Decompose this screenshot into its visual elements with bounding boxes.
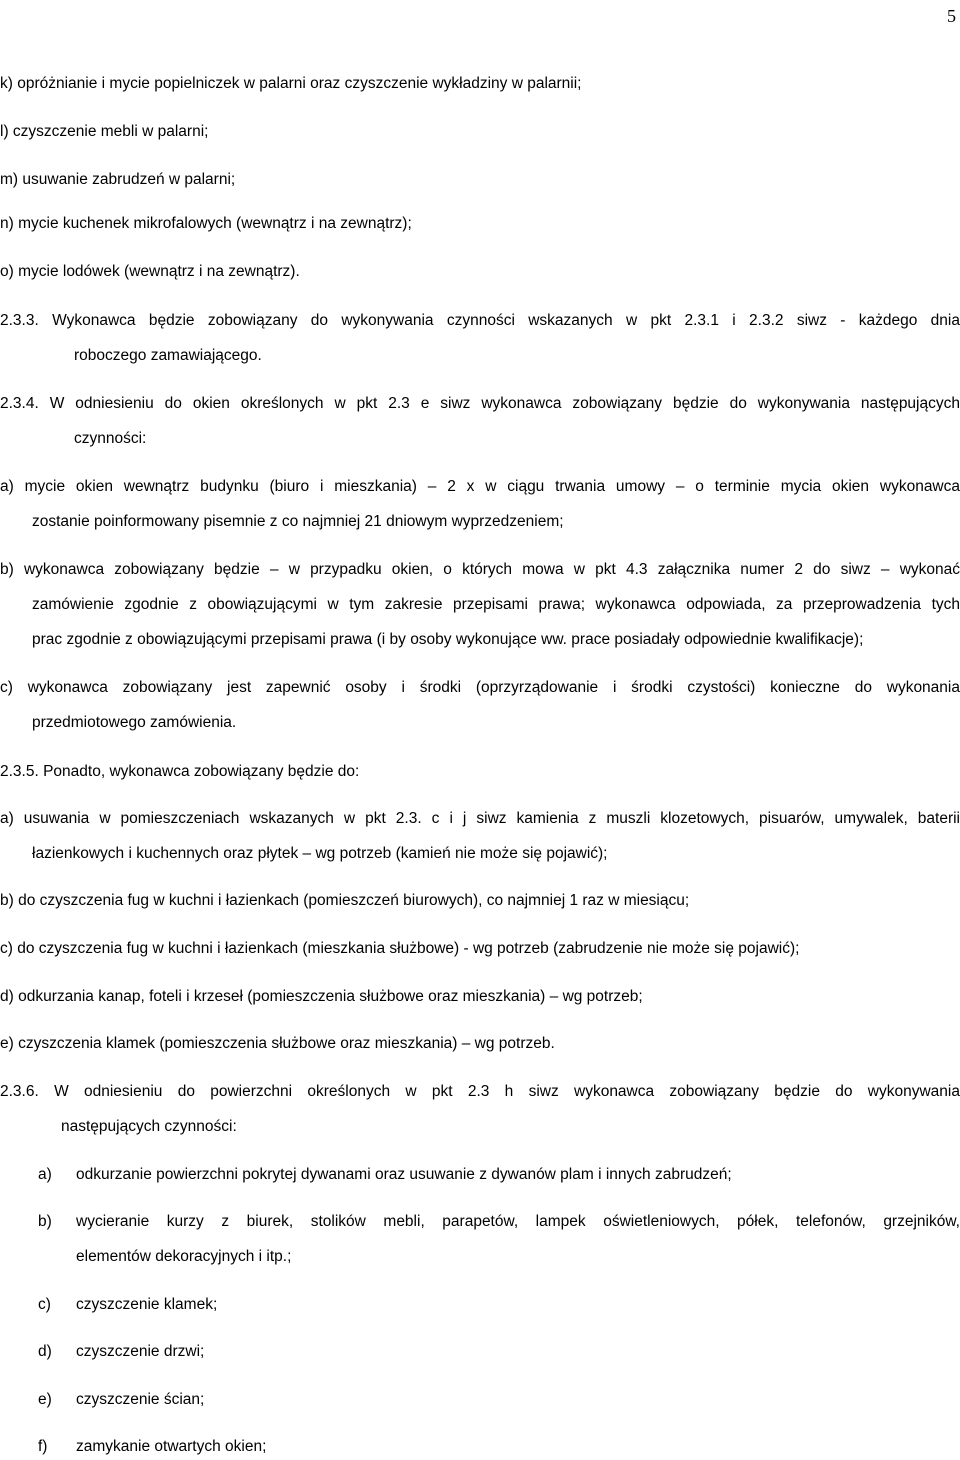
section-2-3-5-a-line1: a) usuwania w pomieszczeniach wskazanych w pkt 2.3. c i j siwz kamienia z muszli klozetowych, pisuarów, umywalek, baterii [0,810,960,827]
list-item-m: m) usuwanie zabrudzeń w palarni; [0,171,236,188]
section-2-3-4-b-line1: b) wykonawca zobowiązany będzie – w przypadku okien, o których mowa w pkt 4.3 załącznika numer 2 do siwz – wykonać [0,561,960,578]
section-2-3-3-line1: 2.3.3. Wykonawca będzie zobowiązany do wykonywania czynności wskazanych w pkt 2.3.1 i 2.3.2 siwz - każdego dnia [0,312,960,329]
section-2-3-6-line1: 2.3.6. W odniesieniu do powierzchni określonych w pkt 2.3 h siwz wykonawca zobowiązany będzie do wykonywania [0,1083,960,1100]
section-2-3-4-line2: czynności: [74,430,147,447]
section-2-3-6-line2: następujących czynności: [61,1118,237,1135]
section-2-3-6-item-a-text: odkurzanie powierzchni pokrytej dywanami oraz usuwanie z dywanów plam i innych zabrudzeń; [76,1166,732,1183]
section-2-3-6-item-d-label: d) [38,1343,52,1360]
section-2-3-5-e: e) czyszczenia klamek (pomieszczenia służbowe oraz mieszkania) – wg potrzeb. [0,1035,555,1052]
section-2-3-6-item-f-label: f) [38,1438,48,1455]
section-2-3-6-item-c-label: c) [38,1296,51,1313]
section-2-3-6-item-a-label: a) [38,1166,52,1183]
section-2-3-5-heading: 2.3.5. Ponadto, wykonawca zobowiązany będzie do: [0,763,360,780]
section-2-3-4-b-line2: zamówienie zgodnie z obowiązującymi w tym zakresie przepisami prawa; wykonawca odpowiada, za przeprowadzenia tych [32,596,960,613]
section-2-3-4-c-line2: przedmiotowego zamówienia. [32,714,237,731]
list-item-l: l) czyszczenie mebli w palarni; [0,123,209,140]
section-2-3-6-item-c-text: czyszczenie klamek; [76,1296,218,1313]
section-2-3-5-b: b) do czyszczenia fug w kuchni i łazienkach (pomieszczeń biurowych), co najmniej 1 raz w miesiącu; [0,892,690,909]
section-2-3-3-line2: roboczego zamawiającego. [74,347,262,364]
section-2-3-6-item-f-text: zamykanie otwartych okien; [76,1438,267,1455]
section-2-3-4-c-line1: c) wykonawca zobowiązany jest zapewnić osoby i środki (oprzyrządowanie i środki czystości) konieczne do wykonania [0,679,960,696]
section-2-3-4-a-line1: a) mycie okien wewnątrz budynku (biuro i mieszkania) – 2 x w ciągu trwania umowy – o terminie mycia okien wykonawca [0,478,960,495]
section-2-3-4-line1: 2.3.4. W odniesieniu do okien określonych w pkt 2.3 e siwz wykonawca zobowiązany będzie do wykonywania następujących [0,395,960,412]
section-2-3-4-b-line3: prac zgodnie z obowiązującymi przepisami prawa (i by osoby wykonujące ww. prace posiadały odpowiednie kwalifikacje); [32,631,864,648]
section-2-3-5-d: d) odkurzania kanap, foteli i krzeseł (pomieszczenia służbowe oraz mieszkania) – wg potrzeb; [0,988,643,1005]
section-2-3-6-item-b-text2: elementów dekoracyjnych i itp.; [76,1248,292,1265]
list-item-k: k) opróżnianie i mycie popielniczek w palarni oraz czyszczenie wykładziny w palarnii; [0,75,582,92]
section-2-3-4-a-line2: zostanie poinformowany pisemnie z co najmniej 21 dniowym wyprzedzeniem; [32,513,564,530]
section-2-3-6-item-b-label: b) [38,1213,52,1230]
section-2-3-6-item-b-text: wycieranie kurzy z biurek, stolików mebli, parapetów, lampek oświetleniowych, półek, telefonów, grzejników, [76,1213,960,1230]
section-2-3-6-item-d-text: czyszczenie drzwi; [76,1343,205,1360]
section-2-3-5-a-line2: łazienkowych i kuchennych oraz płytek – wg potrzeb (kamień nie może się pojawić); [32,845,608,862]
list-item-o: o) mycie lodówek (wewnątrz i na zewnątrz). [0,263,300,280]
section-2-3-6-item-e-label: e) [38,1391,52,1408]
section-2-3-6-item-e-text: czyszczenie ścian; [76,1391,205,1408]
section-2-3-5-c: c) do czyszczenia fug w kuchni i łazienkach (mieszkania służbowe) - wg potrzeb (zabrudzenie nie może się pojawić); [0,940,800,957]
page-number: 5 [947,6,956,26]
list-item-n: n) mycie kuchenek mikrofalowych (wewnątrz i na zewnątrz); [0,215,412,232]
